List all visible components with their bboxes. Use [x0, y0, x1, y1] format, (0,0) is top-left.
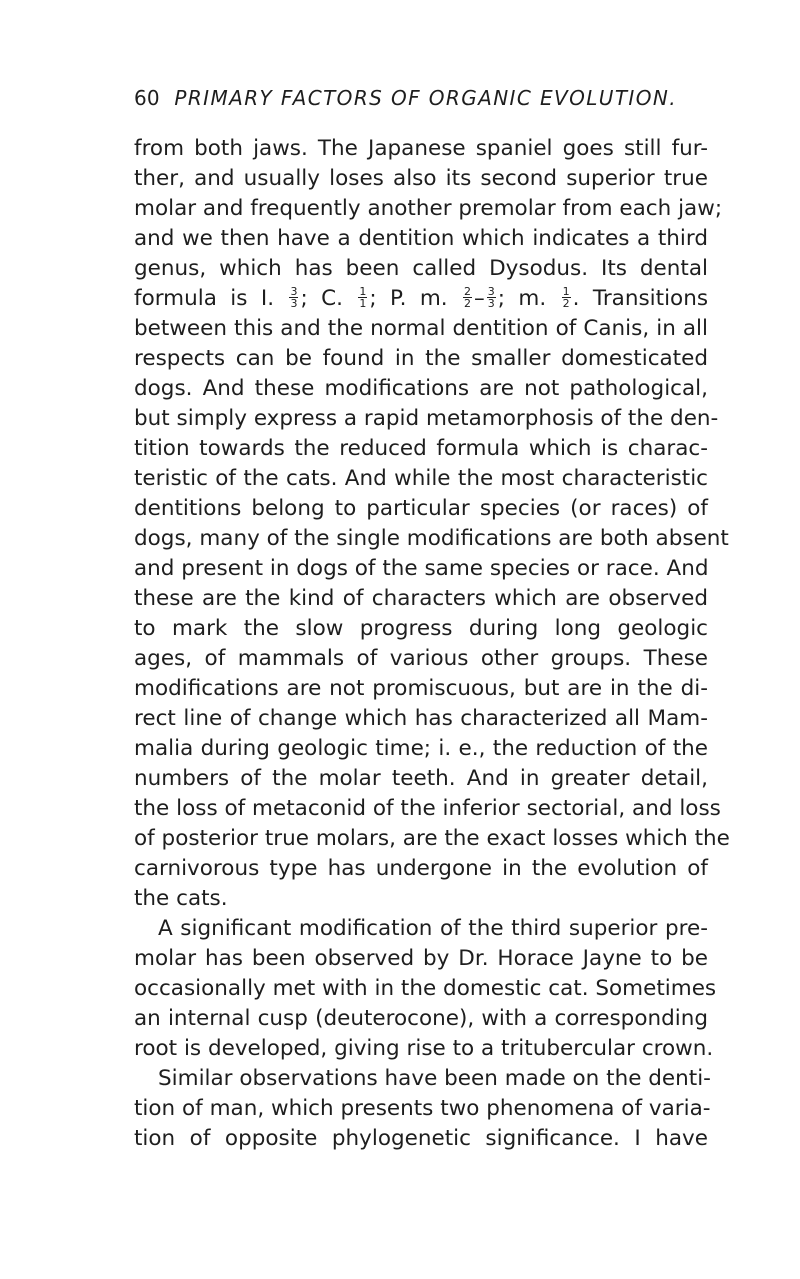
text-line: between this and the normal dentition of Canis, in all	[134, 316, 708, 341]
text-line: an internal cusp (deuterocone), with a corresponding	[134, 1006, 708, 1031]
text-line: from both jaws. The Japanese spaniel goes still fur-	[134, 136, 708, 161]
canine-label: C.	[321, 286, 343, 311]
text-line: occasionally met with in the domestic cat. Sometimes	[134, 976, 717, 1001]
text-line: the cats.	[134, 886, 228, 911]
text-line: the loss of metaconid of the inferior sectorial, and loss	[134, 796, 721, 821]
running-title: PRIMARY FACTORS OF ORGANIC EVOLUTION.	[174, 86, 677, 110]
text-line: rect line of change which has characterized all Mam-	[134, 706, 708, 731]
text-line: modifications are not promiscuous, but are in the di-	[134, 676, 708, 701]
text-line: tion of man, which presents two phenomena of varia-	[134, 1096, 711, 1121]
text-line: dogs. And these modifications are not pathological,	[134, 376, 708, 401]
text-line: these are the kind of characters which are observed	[134, 586, 708, 611]
page-number: 60	[134, 86, 160, 110]
text-line: A significant modification of the third superior pre-	[158, 916, 708, 941]
text-line: and we then have a dentition which indicates a third	[134, 226, 708, 251]
molar-fraction: $\frac{1}{2}$	[562, 284, 570, 310]
dental-formula-line: formula is I. $\frac{3}{3}$ ; C. $\frac{1}{1}$ ; P. m. $\frac{2}{2}$ – $\frac{3}{3}$ ; m. $\frac{1}{2}$ . Transitions	[134, 284, 709, 311]
text-line: tition towards the reduced formula which is charac-	[134, 436, 708, 461]
text-line: to mark the slow progress during long geologic	[134, 616, 708, 641]
premolar-label: P. m.	[390, 286, 448, 311]
canine-fraction: $\frac{1}{1}$	[359, 284, 367, 310]
incisor-fraction: $\frac{3}{3}$	[290, 284, 298, 310]
text-line: and present in dogs of the same species or race. And	[134, 556, 709, 581]
molar-label: m.	[518, 286, 547, 311]
text-line: tion of opposite phylogenetic significance. I have	[134, 1126, 708, 1151]
text-line: molar has been observed by Dr. Horace Jayne to be	[134, 946, 708, 971]
text-line: carnivorous type has undergone in the evolution of	[134, 856, 708, 881]
text-line: ther, and usually loses also its second superior true	[134, 166, 708, 191]
text-line: but simply express a rapid metamorphosis of the den-	[134, 406, 719, 431]
text-line: of posterior true molars, are the exact losses which the	[134, 826, 730, 851]
text-line: respects can be found in the smaller domesticated	[134, 346, 708, 371]
text-line: teristic of the cats. And while the most characteristic	[134, 466, 708, 491]
formula-lead: formula is I.	[134, 286, 275, 311]
body-text	[134, 134, 730, 1154]
formula-tail: Transitions	[592, 286, 709, 311]
text-line: dentitions belong to particular species (or races) of	[134, 496, 708, 521]
text-line: molar and frequently another premolar from each jaw;	[134, 196, 723, 221]
text-line: root is developed, giving rise to a tritubercular crown.	[134, 1036, 714, 1061]
text-line: genus, which has been called Dysodus. Its dental	[134, 256, 708, 281]
text-line: ages, of mammals of various other groups. These	[134, 646, 708, 671]
premolar-fraction-b: $\frac{3}{3}$	[487, 284, 495, 310]
text-line: Similar observations have been made on the denti-	[158, 1066, 711, 1091]
text-line: malia during geologic time; i. e., the reduction of the	[134, 736, 708, 761]
text-line: dogs, many of the single modifications are both absent	[134, 526, 729, 551]
text-line: numbers of the molar teeth. And in greater detail,	[134, 766, 708, 791]
running-header	[134, 84, 734, 112]
premolar-fraction-a: $\frac{2}{2}$	[464, 284, 472, 310]
